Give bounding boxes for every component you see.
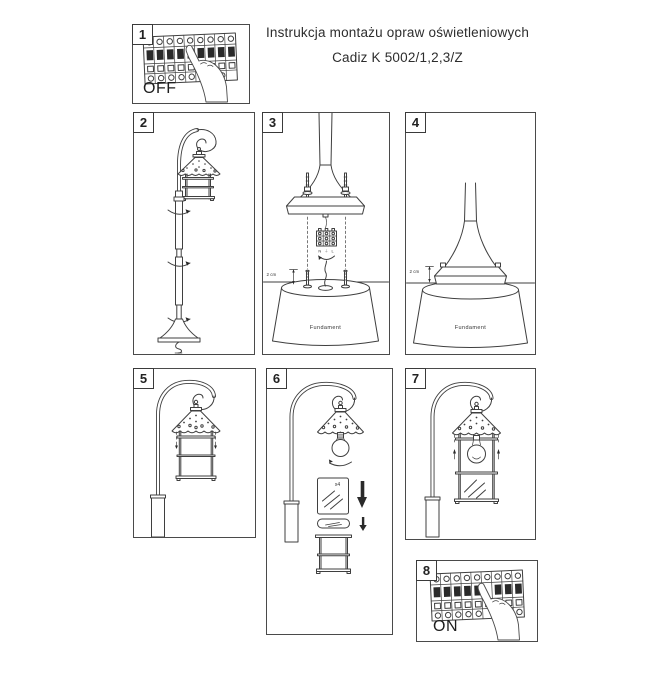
post-base-icon: [158, 319, 200, 353]
step-number-badge: 2: [133, 112, 154, 133]
light-bulb-icon: [329, 433, 352, 466]
foundation-label: Fundament: [309, 325, 342, 331]
trim-ring-icon: [318, 519, 350, 528]
foundation-label: Fundament: [454, 325, 487, 331]
lantern-shade-icon: [172, 400, 220, 432]
document-title: [245, 25, 550, 65]
step-number-badge: 1: [132, 24, 153, 45]
foundation-icon: [414, 281, 528, 348]
glass-pane-lines: [465, 480, 486, 498]
curved-arm-icon: [433, 384, 492, 499]
lantern-shade-icon: [318, 401, 364, 433]
step-number-badge: 7: [405, 368, 426, 389]
panel-step-7: [405, 368, 536, 540]
power-on-label: ON: [433, 618, 458, 635]
dimension-label: 2 cm: [266, 272, 277, 277]
step-number-badge: 6: [266, 368, 287, 389]
lantern-shade-icon: [453, 402, 501, 434]
insert-arrow-large: [357, 481, 367, 508]
step-number-badge: 3: [262, 112, 283, 133]
lantern-frame-illustration: [134, 369, 255, 537]
step-number-badge: 5: [133, 368, 154, 389]
title-line-2: Cadiz K 5002/1,2,3/Z: [332, 50, 463, 65]
terminal-block-icon: [317, 217, 337, 286]
curved-arm-icon: [158, 382, 214, 497]
pole-sections: [174, 191, 184, 319]
panel-step-1: [132, 24, 250, 104]
lantern-cage-icon: [455, 433, 499, 504]
pole-sleeve: [426, 500, 439, 537]
dimension-label: 2 cm: [409, 269, 420, 274]
lantern-cage-icon: [176, 431, 216, 481]
panel-step-5: [133, 368, 256, 538]
glass-pane-icon: [318, 478, 349, 514]
panel-step-4: [405, 112, 536, 355]
power-off-label: OFF: [143, 80, 177, 97]
foundation-mounting-illustration: [263, 113, 389, 354]
panel-step-8: [416, 560, 538, 642]
panel-step-6: [266, 368, 393, 635]
terminal-label: N ⏚ L: [318, 248, 335, 254]
pole-sleeve: [152, 498, 165, 537]
title-line-1: Instrukcja montażu opraw oświetleniowych: [265, 25, 530, 40]
lamp-post-assembly-illustration: [134, 113, 254, 354]
panel-step-2: [133, 112, 255, 355]
glass-count-label: x4: [334, 482, 341, 488]
lantern-cage-icon: [316, 535, 352, 574]
step-number-badge: 8: [416, 560, 437, 581]
power-cable-icon: [176, 342, 182, 353]
pole-sleeve: [285, 504, 298, 542]
bulb-rotation-arrow: [330, 462, 352, 466]
foundation-icon: [273, 280, 379, 346]
pole-with-base-plate: [287, 113, 365, 217]
pole-with-base-plate: [435, 183, 507, 284]
bulb-and-glass-installation-illustration: [267, 369, 392, 634]
lantern-icon: [178, 148, 220, 201]
dimension-2cm: [410, 267, 434, 283]
assembled-lantern-illustration: [406, 369, 535, 539]
panel-step-3: [262, 112, 390, 355]
insert-arrow-small: [359, 517, 366, 531]
mounted-post-illustration: [406, 113, 535, 354]
step-number-badge: 4: [405, 112, 426, 133]
